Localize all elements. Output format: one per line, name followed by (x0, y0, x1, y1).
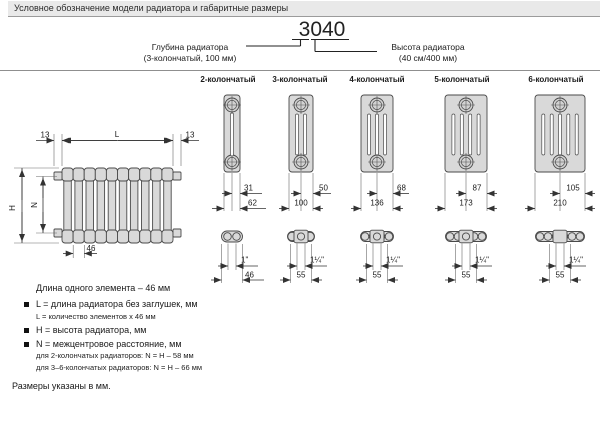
fitting-bottom-right (173, 229, 181, 237)
dim-full-width-3: 100 (294, 198, 308, 208)
dim-depth-2: 46 (245, 270, 254, 280)
dim-half-width-5: 87 (472, 183, 482, 193)
legend-item-L-sub: L = количество элементов x 46 мм (36, 311, 156, 321)
section-title: Условное обозначение модели радиатора и габаритные размеры (14, 3, 289, 13)
column-3-label: 3-колончатый (272, 75, 328, 84)
dim-H: H (8, 205, 17, 211)
legend-intro: Длина одного элемента – 46 мм (36, 283, 171, 293)
fitting-top-right (173, 172, 181, 180)
column-section-3 (272, 75, 331, 283)
dim-13-right: 13 (185, 130, 195, 140)
bullet-square-icon (24, 342, 29, 347)
dim-half-width-6: 105 (566, 183, 580, 193)
legend-block (12, 283, 322, 391)
column-section-4 (349, 75, 409, 283)
height-label-line2: (40 см/400 мм) (398, 52, 458, 63)
column-section-6 (525, 75, 595, 283)
column-6-label: 6-колончатый (528, 75, 584, 84)
depth-label-line2: (3-колончатый, 100 мм) (143, 52, 237, 63)
column-section-5 (434, 75, 497, 283)
column-4-label: 4-колончатый (349, 75, 405, 84)
dim-full-width-6: 210 (553, 198, 567, 208)
dim-L: L (114, 130, 120, 139)
legend-item-N (12, 339, 322, 372)
dim-13-left: 13 (40, 130, 50, 140)
radiator-front-view (8, 130, 199, 258)
dim-half-width-4: 68 (397, 183, 406, 193)
dim-connection-6: 1¼" (569, 255, 583, 265)
dim-half-width-2: 31 (244, 183, 253, 193)
legend-footer: Размеры указаны в мм. (12, 380, 111, 391)
fitting-top-left (54, 172, 62, 180)
legend-item-H (12, 325, 322, 335)
model-code: 3040 (298, 18, 346, 41)
dim-half-width-3: 50 (319, 183, 328, 193)
depth-label-line1: Глубина радиатора (151, 42, 229, 52)
legend-item-L-text: L = длина радиатора без заглушек, мм (36, 299, 198, 309)
legend-item-H-text: H = высота радиатора, мм (36, 324, 147, 335)
dim-full-width-2: 62 (248, 198, 257, 208)
dim-connection-5: 1¼" (475, 255, 489, 265)
dim-connection-4: 1¼" (386, 255, 400, 265)
legend-item-L (12, 299, 322, 321)
column-section-2 (200, 75, 266, 283)
bullet-square-icon (24, 302, 29, 307)
dim-connection-2: 1" (241, 255, 249, 265)
dim-46-element: 46 (86, 244, 96, 253)
column-2-label: 2-колончатый (200, 75, 256, 84)
height-label-line1: Высота радиатора (391, 42, 465, 52)
dim-depth-3: 55 (296, 270, 306, 280)
column-5-label: 5-колончатый (434, 75, 490, 84)
dim-full-width-4: 136 (370, 198, 384, 208)
bullet-square-icon (24, 328, 29, 333)
legend-item-N-text: N = межцентровое расстояние, мм (36, 338, 182, 349)
dim-full-width-5: 173 (459, 198, 473, 208)
dim-depth-6: 55 (555, 270, 565, 280)
legend-item-N-sub2: для 3–6-колончатых радиаторов: N = H – 66 мм (36, 362, 203, 372)
model-code-group (246, 18, 377, 52)
dim-depth-5: 55 (461, 270, 471, 280)
dim-depth-4: 55 (372, 270, 382, 280)
dim-connection-3: 1¼" (310, 255, 324, 265)
dim-N: N (30, 202, 39, 208)
legend-item-N-sub1: для 2-колончатых радиаторов: N = H – 58 мм (36, 351, 194, 360)
